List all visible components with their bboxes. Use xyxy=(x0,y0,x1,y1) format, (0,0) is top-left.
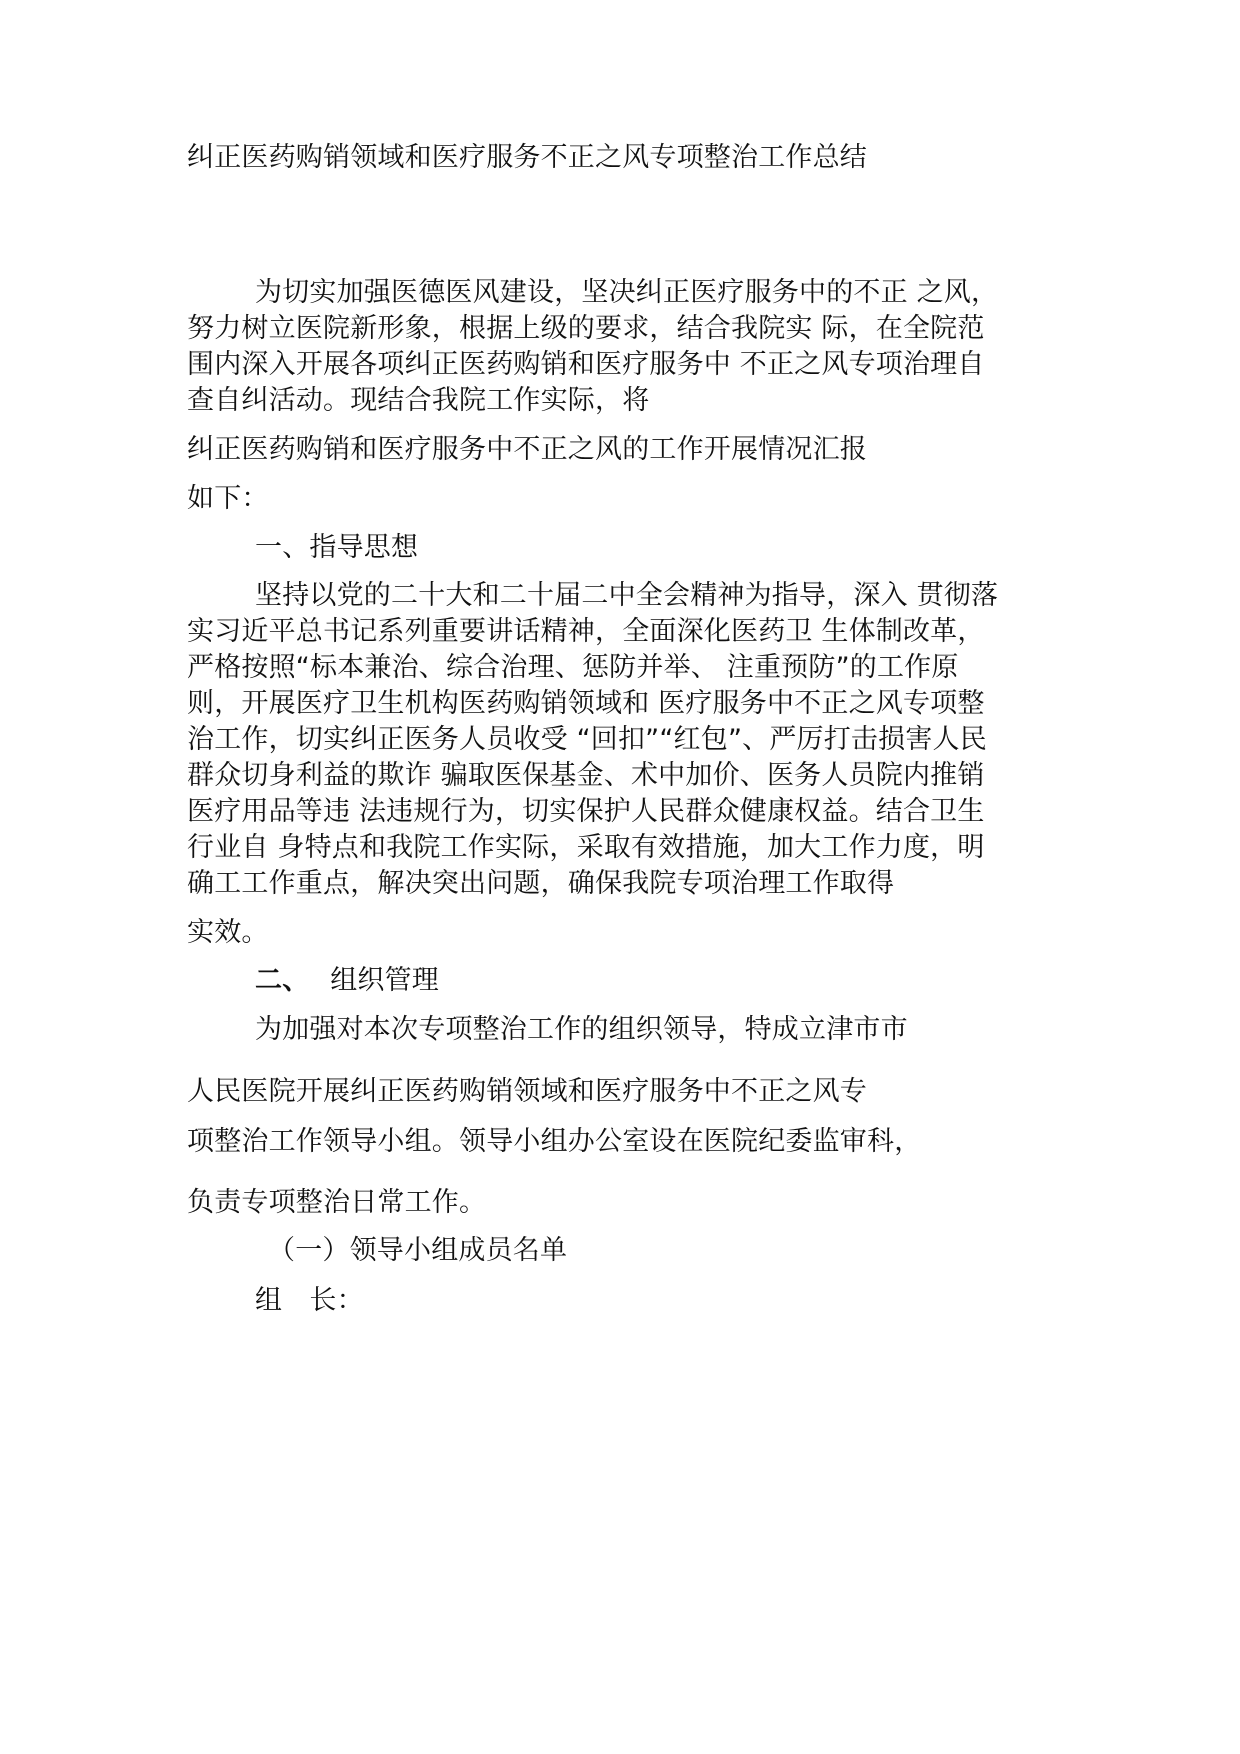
section2-line-1: 为加强对本次专项整治工作的组织领导，特成立津市市 xyxy=(255,1014,908,1045)
section2-line-4: 负责专项整治日常工作。 xyxy=(187,1187,487,1218)
intro-line-3: 围内深入开展各项纠正医药购销和医疗服务中 不正之风专项治理自 xyxy=(187,349,985,380)
intro-line-6: 如下： xyxy=(187,483,269,514)
section1-line-4: 则，开展医疗卫生机构医药购销领域和 医疗服务中不正之风专项整 xyxy=(187,688,985,719)
section1-line-2: 实习近平总书记系列重要讲话精神，全面深化医药卫 生体制改革， xyxy=(187,616,985,647)
section1-line-10: 实效。 xyxy=(187,917,269,948)
intro-line-2: 努力树立医院新形象，根据上级的要求，结合我院实 际，在全院范 xyxy=(187,313,985,344)
section2-line-3: 项整治工作领导小组。领导小组办公室设在医院纪委监审科， xyxy=(187,1126,922,1157)
section2-subheading: （一）领导小组成员名单 xyxy=(268,1235,568,1266)
section1-line-9: 确工工作重点，解决突出问题，确保我院专项治理工作取得 xyxy=(187,868,895,899)
section2-line-2: 人民医院开展纠正医药购销领域和医疗服务中不正之风专 xyxy=(187,1076,867,1107)
leader-label: 组 长： xyxy=(255,1285,364,1316)
section1-line-6: 群众切身利益的欺诈 骗取医保基金、术中加价、医务人员院内推销 xyxy=(187,760,985,791)
section1-line-1: 坚持以党的二十大和二十届二中全会精神为指导，深入 贯彻落 xyxy=(255,580,999,611)
section1-heading: 一、指导思想 xyxy=(255,532,419,563)
intro-line-1: 为切实加强医德医风建设，坚决纠正医疗服务中的不正 之风， xyxy=(255,277,999,308)
intro-line-4: 查自纠活动。现结合我院工作实际，将 xyxy=(187,385,650,416)
section1-line-8: 行业自 身特点和我院工作实际，采取有效措施，加大工作力度，明 xyxy=(187,832,985,863)
section1-line-7: 医疗用品等违 法违规行为，切实保护人民群众健康权益。结合卫生 xyxy=(187,796,985,827)
section2-heading-text: 组织管理 xyxy=(330,965,440,996)
section1-line-5: 治工作，切实纠正医务人员收受 “回扣”“红包”、严厉打击损害人民 xyxy=(187,724,987,755)
section2-heading xyxy=(255,963,439,999)
intro-line-5: 纠正医药购销和医疗服务中不正之风的工作开展情况汇报 xyxy=(187,434,867,465)
document-title: 纠正医药购销领域和医疗服务不正之风专项整治工作总结 xyxy=(187,142,867,173)
section1-line-3: 严格按照“标本兼治、综合治理、惩防并举、 注重预防”的工作原 xyxy=(187,652,959,683)
section2-heading-number: 二、 xyxy=(255,965,310,996)
